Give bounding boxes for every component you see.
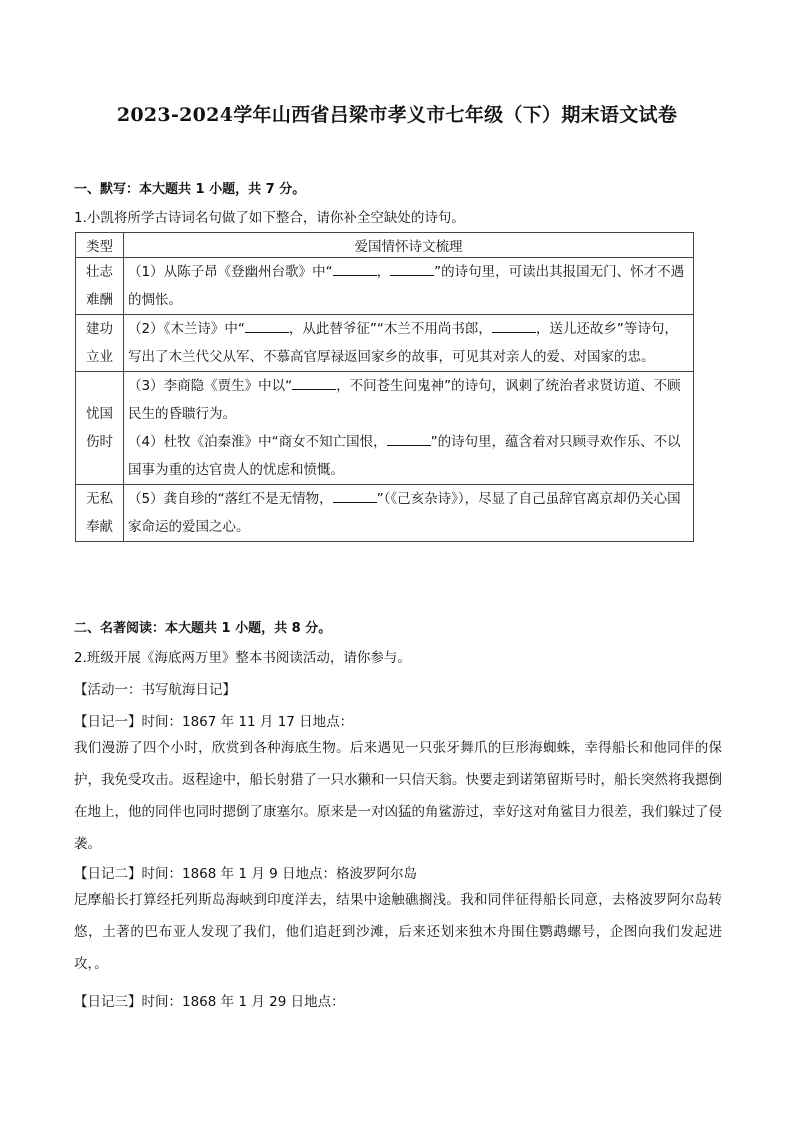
table-row [76,258,694,315]
poetry-table [75,232,694,542]
section-1-heading: 一、默写：本大题共 1 小题，共 7 分。 [74,182,306,197]
text-segment: （1）从陈子昂《登幽州台歌》中“ [128,264,333,280]
text-segment: ，不问苍生问鬼神”的诗句，讽刺了统治者求贤访道、不顾民生的昏聩行为。 [128,378,681,422]
section-2-heading: 二、名著阅读：本大题共 1 小题，共 8 分。 [74,621,332,636]
header-content: 爱国情怀诗文梳理 [124,233,694,258]
diary-2-heading: 【日记二】时间：1868 年 1 月 9 日地点：格波罗阿尔岛 [74,866,417,882]
text-segment: ，从此替爷征”“木兰不用尚书郎， [288,321,492,337]
row-type: 无私奉献 [76,485,124,542]
question-1-prompt: 1.小凯将所学古诗词名句做了如下整合，请你补全空缺处的诗句。 [74,210,465,226]
row-item [128,428,689,484]
text-segment: （4）杜牧《泊秦淮》中“商女不知亡国恨， [128,434,387,450]
row-content [124,258,694,315]
diary-3-heading: 【日记三】时间：1868 年 1 月 29 日地点： [74,994,345,1010]
table-row [76,485,694,542]
row-type: 建功立业 [76,315,124,372]
diary-1-body: 我们漫游了四个小时，欣赏到各种海底生物。后来遇见一只张牙舞爪的巨形海蜘蛛，幸得船长和他同伴的保护，我免受攻击。返程途中，船长射猎了一只水獭和一只信天翁。快要走到诺第留斯号时，船长突然将我摁倒在地上，他的同伴也同时摁倒了康塞尔。原来是一对凶猛的角鲨游过，幸好这对角鲨目力很差，我们躲过了侵袭。 [74,740,722,852]
diary-2-body: 尼摩船长打算经托列斯岛海峡到印度洋去，结果中途触礁搁浅。我和同伴征得船长同意，去格波罗阿尔岛转悠，土著的巴布亚人发现了我们，他们追赶到沙滩，后来还划来独木舟围住鹦鹉螺号，企图向我们发起进攻，。 [74,892,722,972]
fill-blank[interactable] [387,431,431,446]
table-header-row [76,233,694,258]
exam-title: 2023-2024学年山西省吕梁市孝义市七年级（下）期末语文试卷 [116,104,678,126]
text-segment: ”的诗句里，蕴含着对只顾寻欢作乐、不以国事为重的达官贵人的忧虑和愤慨。 [128,434,681,478]
table-row [76,315,694,372]
fill-blank[interactable] [492,318,536,333]
fill-blank[interactable] [333,261,377,276]
table-row [76,372,694,485]
row-content [124,315,694,372]
activity-1-heading: 【活动一：书写航海日记】 [74,682,236,698]
row-type: 忧国伤时 [76,372,124,485]
row-content [124,372,694,485]
fill-blank[interactable] [245,318,289,333]
text-segment: （3）李商隐《贾生》中以“ [128,378,293,394]
text-segment: ”（《己亥杂诗》），尽显了自己虽辞官离京却仍关心国家命运的爱国之心。 [128,491,681,535]
text-segment: ，送儿还故乡”等诗句，写出了木兰代父从军、不慕高官厚禄返回家乡的故事，可见其对亲人的爱、对国家的忠。 [128,321,678,365]
fill-blank[interactable] [292,375,336,390]
row-type: 壮志难酬 [76,258,124,315]
text-segment: （5）龚自珍的“落红不是无情物， [128,491,333,507]
text-segment: ”的诗句里，可读出其报国无门、怀才不遇的惆怅。 [128,264,685,308]
header-type: 类型 [76,233,124,258]
diary-1-heading: 【日记一】时间：1867 年 11 月 17 日地点： [74,714,354,730]
question-2-prompt: 2.班级开展《海底两万里》整本书阅读活动，请你参与。 [74,650,411,666]
text-segment: （2）《木兰诗》中“ [128,321,245,337]
fill-blank[interactable] [390,261,434,276]
row-content [124,485,694,542]
row-item [128,372,689,428]
text-segment: ， [376,264,391,280]
fill-blank[interactable] [333,488,377,503]
